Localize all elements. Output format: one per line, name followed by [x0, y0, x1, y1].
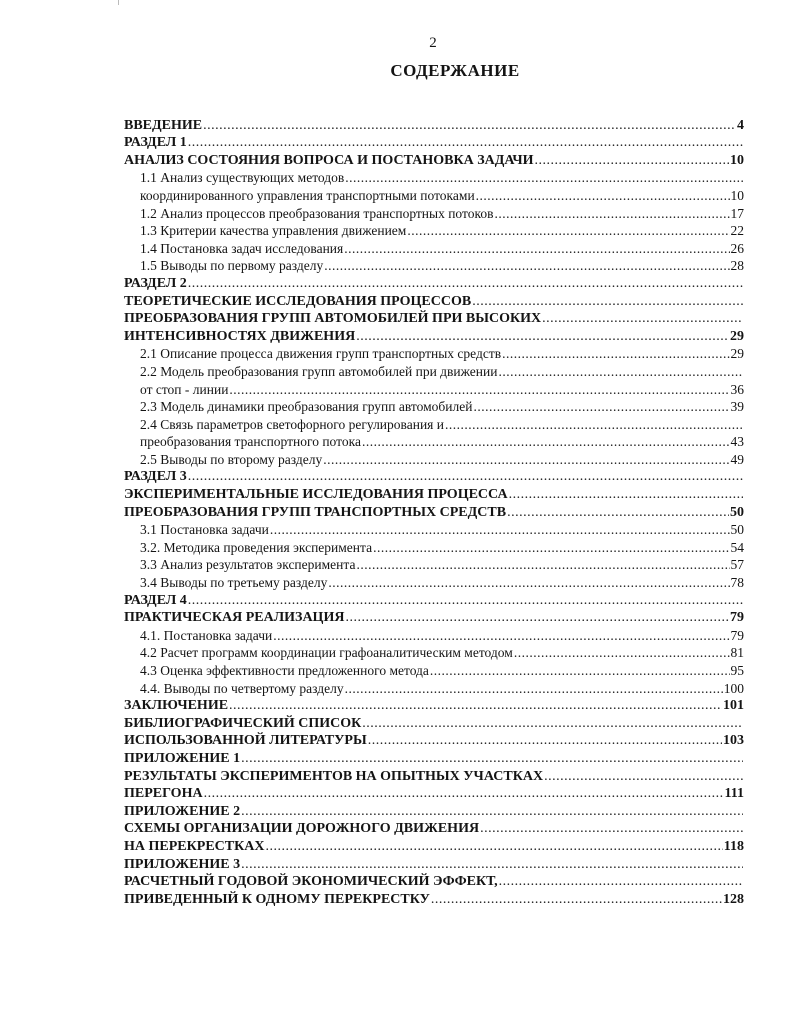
dot-leader: [362, 716, 743, 732]
toc-entry[interactable]: [124, 714, 744, 732]
toc-entry[interactable]: [124, 820, 744, 838]
toc-entry-page: 111: [724, 786, 744, 802]
dot-leader: [498, 364, 743, 380]
dot-leader: [407, 223, 729, 239]
toc-entry-page: 101: [723, 698, 744, 714]
toc-entry-page: 100: [723, 680, 744, 696]
dot-leader: [273, 628, 729, 644]
toc-entry-page: 128: [723, 891, 744, 907]
toc-entry[interactable]: [124, 556, 744, 574]
toc-entry[interactable]: [124, 802, 744, 820]
toc-entry-page: 36: [730, 381, 744, 397]
dot-leader: [324, 258, 729, 274]
dot-leader: [534, 153, 729, 169]
toc-entry-page: 50: [730, 504, 744, 520]
toc-entry[interactable]: [124, 327, 744, 345]
toc-entry-label: 4.3 Оценка эффективности предложенного метода: [140, 663, 429, 678]
toc-entry-label: ЭКСПЕРИМЕНТАЛЬНЫЕ ИССЛЕДОВАНИЯ ПРОЦЕССА: [124, 487, 508, 503]
dot-leader: [229, 382, 729, 398]
scan-mark: [118, 0, 119, 5]
toc-entry-label: 3.3 Анализ результатов эксперимента: [140, 557, 356, 573]
toc-entry-page: 29: [730, 328, 744, 344]
toc-entry[interactable]: [124, 573, 744, 591]
toc-entry-label: ПРАКТИЧЕСКАЯ РЕАЛИЗАЦИЯ: [124, 610, 345, 626]
toc-entry-label: ПРЕОБРАЗОВАНИЯ ГРУПП АВТОМОБИЛЕЙ ПРИ ВЫСОКИХ: [124, 311, 542, 327]
dot-leader: [241, 751, 743, 767]
toc-entry[interactable]: [124, 679, 744, 697]
toc-entry[interactable]: [124, 134, 744, 152]
toc-entry-label: 1.2 Анализ процессов преобразования транспортных потоков: [140, 205, 494, 221]
toc-entry-label: 3.1 Постановка задачи: [140, 522, 269, 538]
dot-leader: [265, 839, 722, 855]
toc-entry[interactable]: [124, 345, 744, 363]
dot-leader: [542, 311, 743, 327]
toc-entry-page: 10: [730, 187, 744, 203]
toc-entry[interactable]: [124, 116, 744, 134]
page-number: 2: [429, 35, 437, 51]
toc-entry-page: 26: [730, 240, 744, 256]
toc-entry-label: АНАЛИЗ СОСТОЯНИЯ ВОПРОСА И ПОСТАНОВКА ЗАДАЧИ: [124, 152, 534, 168]
toc-entry-label: ПРИВЕДЕННЫЙ К ОДНОМУ ПЕРЕКРЕСТКУ: [124, 891, 430, 907]
toc-entry-page: 78: [730, 575, 744, 591]
page-title: СОДЕРЖАНИЕ: [390, 61, 520, 80]
toc-entry-page: 118: [723, 838, 744, 854]
table-of-contents: [124, 116, 744, 908]
dot-leader: [430, 663, 730, 679]
toc-entry-label: НА ПЕРЕКРЕСТКАХ: [124, 838, 265, 854]
toc-entry-page: 81: [730, 645, 744, 661]
toc-entry-label: 4.1. Постановка задачи: [140, 627, 273, 643]
dot-leader: [362, 434, 730, 450]
dot-leader: [203, 118, 736, 134]
toc-entry-label: 2.2 Модель преобразования групп автомобилей при движении: [140, 363, 498, 379]
toc-entry-label: ВВЕДЕНИЕ: [124, 117, 203, 133]
toc-entry[interactable]: [124, 591, 744, 609]
toc-entry[interactable]: [124, 415, 744, 433]
toc-entry[interactable]: [124, 661, 744, 679]
dot-leader: [345, 610, 729, 626]
toc-entry-label: ИНТЕНСИВНОСТЯХ ДВИЖЕНИЯ: [124, 328, 356, 344]
dot-leader: [328, 575, 729, 591]
dot-leader: [494, 206, 729, 222]
dot-leader: [356, 557, 729, 573]
toc-entry-label: 1.5 Выводы по первому разделу: [140, 258, 324, 274]
toc-entry[interactable]: [124, 485, 744, 503]
dot-leader: [323, 452, 729, 468]
toc-entry[interactable]: [124, 767, 744, 785]
toc-entry-label: ТЕОРЕТИЧЕСКИЕ ИССЛЕДОВАНИЯ ПРОЦЕССОВ: [124, 293, 472, 309]
toc-entry[interactable]: [124, 626, 744, 644]
toc-entry-label: БИБЛИОГРАФИЧЕСКИЙ СПИСОК: [124, 715, 362, 731]
dot-leader: [188, 469, 743, 485]
toc-entry-label: преобразования транспортного потока: [140, 434, 361, 450]
toc-entry-page: 10: [730, 152, 744, 168]
toc-entry[interactable]: [124, 398, 744, 416]
toc-entry-page: 79: [730, 627, 744, 643]
toc-entry-page: 43: [730, 434, 744, 450]
toc-entry-label: 4.4. Выводы по четвертому разделу: [140, 680, 344, 696]
toc-entry-label: ПРИЛОЖЕНИЕ 3: [124, 856, 241, 872]
toc-entry-label: 3.4 Выводы по третьему разделу: [140, 575, 328, 591]
toc-entry-page: 17: [730, 205, 744, 221]
dot-leader: [188, 135, 743, 151]
toc-entry-page: 49: [730, 451, 744, 467]
dot-leader: [229, 698, 722, 714]
toc-entry-page: 50: [730, 522, 744, 538]
dot-leader: [431, 892, 722, 908]
dot-leader: [544, 769, 743, 785]
toc-entry[interactable]: [124, 222, 744, 240]
dot-leader: [344, 241, 729, 257]
toc-entry[interactable]: [124, 732, 744, 750]
toc-entry-label: 2.3 Модель динамики преобразования групп автомобилей: [140, 399, 473, 415]
toc-entry-page: 95: [730, 663, 744, 678]
dot-leader: [188, 276, 743, 292]
dot-leader: [507, 505, 729, 521]
toc-entry-label: 3.2. Методика проведения эксперимента: [140, 539, 373, 555]
dot-leader: [445, 417, 743, 433]
dot-leader: [241, 804, 743, 820]
toc-entry-label: РАСЧЕТНЫЙ ГОДОВОЙ ЭКОНОМИЧЕСКИЙ ЭФФЕКТ,: [124, 874, 498, 890]
toc-entry[interactable]: [124, 204, 744, 222]
toc-entry-page: 39: [730, 399, 744, 415]
dot-leader: [345, 170, 743, 186]
toc-entry-label: РАЗДЕЛ 4: [124, 592, 187, 608]
toc-entry-page: 54: [730, 539, 744, 555]
toc-entry-page: 29: [730, 346, 744, 362]
toc-entry[interactable]: [124, 890, 744, 908]
toc-entry-label: РАЗДЕЛ 3: [124, 469, 187, 485]
toc-entry[interactable]: [124, 609, 744, 627]
toc-entry-page: 28: [730, 258, 744, 274]
toc-entry-page: 57: [730, 557, 744, 573]
toc-entry-label: ЗАКЛЮЧЕНИЕ: [124, 698, 229, 714]
dot-leader: [345, 681, 723, 697]
toc-entry-label: СХЕМЫ ОРГАНИЗАЦИИ ДОРОЖНОГО ДВИЖЕНИЯ: [124, 821, 480, 837]
dot-leader: [204, 786, 724, 802]
toc-entry[interactable]: [124, 749, 744, 767]
dot-leader: [241, 857, 743, 873]
toc-entry[interactable]: [124, 450, 744, 468]
toc-entry[interactable]: [124, 239, 744, 257]
dot-leader: [368, 733, 722, 749]
toc-entry-label: 2.5 Выводы по второму разделу: [140, 451, 323, 467]
toc-entry-page: 79: [730, 610, 744, 626]
toc-entry-label: 1.3 Критерии качества управления движением: [140, 223, 407, 239]
dot-leader: [472, 294, 743, 310]
toc-entry-page: 103: [723, 733, 744, 749]
toc-entry-label: 4.2 Расчет программ координации графоаналитическим методом: [140, 645, 513, 661]
toc-entry[interactable]: [124, 433, 744, 451]
toc-entry[interactable]: [124, 310, 744, 328]
toc-entry[interactable]: [124, 380, 744, 398]
toc-entry-page: 4: [737, 117, 744, 133]
toc-entry[interactable]: [124, 873, 744, 891]
toc-entry-label: ИСПОЛЬЗОВАННОЙ ЛИТЕРАТУРЫ: [124, 733, 367, 749]
toc-entry-label: 2.4 Связь параметров светофорного регулирования и: [140, 416, 444, 432]
dot-leader: [480, 821, 743, 837]
dot-leader: [473, 399, 729, 415]
toc-entry[interactable]: [124, 257, 744, 275]
toc-entry-label: РАЗДЕЛ 2: [124, 275, 187, 291]
toc-entry[interactable]: [124, 503, 744, 521]
toc-entry[interactable]: [124, 468, 744, 486]
dot-leader: [509, 487, 743, 503]
toc-entry-label: 1.1 Анализ существующих методов: [140, 170, 345, 186]
dot-leader: [514, 645, 730, 661]
toc-entry[interactable]: [124, 697, 744, 715]
toc-entry-label: РАЗДЕЛ 1: [124, 135, 187, 151]
toc-entry[interactable]: [124, 362, 744, 380]
toc-entry-label: ПЕРЕГОНА: [124, 786, 203, 802]
toc-entry-page: 22: [730, 223, 744, 239]
toc-entry[interactable]: [124, 785, 744, 803]
toc-entry[interactable]: [124, 837, 744, 855]
toc-entry[interactable]: [124, 274, 744, 292]
toc-entry[interactable]: [124, 538, 744, 556]
dot-leader: [499, 874, 743, 890]
toc-entry-label: 2.1 Описание процесса движения групп транспортных средств: [140, 346, 502, 362]
toc-entry-label: ПРИЛОЖЕНИЕ 2: [124, 803, 241, 819]
dot-leader: [373, 540, 729, 556]
toc-entry[interactable]: [124, 521, 744, 539]
toc-entry-label: ПРЕОБРАЗОВАНИЯ ГРУПП ТРАНСПОРТНЫХ СРЕДСТВ: [124, 504, 507, 520]
toc-entry[interactable]: [124, 292, 744, 310]
toc-entry[interactable]: [124, 169, 744, 187]
dot-leader: [476, 188, 730, 204]
dot-leader: [502, 346, 729, 362]
dot-leader: [188, 593, 743, 609]
toc-entry-label: РЕЗУЛЬТАТЫ ЭКСПЕРИМЕНТОВ НА ОПЫТНЫХ УЧАСТКАХ: [124, 768, 544, 784]
toc-entry[interactable]: [124, 151, 744, 169]
toc-entry-label: координированного управления транспортными потоками: [140, 187, 475, 203]
dot-leader: [356, 329, 729, 345]
toc-entry-label: ПРИЛОЖЕНИЕ 1: [124, 750, 241, 766]
toc-entry[interactable]: [124, 644, 744, 662]
toc-entry[interactable]: [124, 855, 744, 873]
dot-leader: [270, 522, 730, 538]
toc-entry[interactable]: [124, 186, 744, 204]
toc-entry-label: от стоп - линии: [140, 381, 229, 397]
toc-entry-label: 1.4 Постановка задач исследования: [140, 240, 344, 256]
